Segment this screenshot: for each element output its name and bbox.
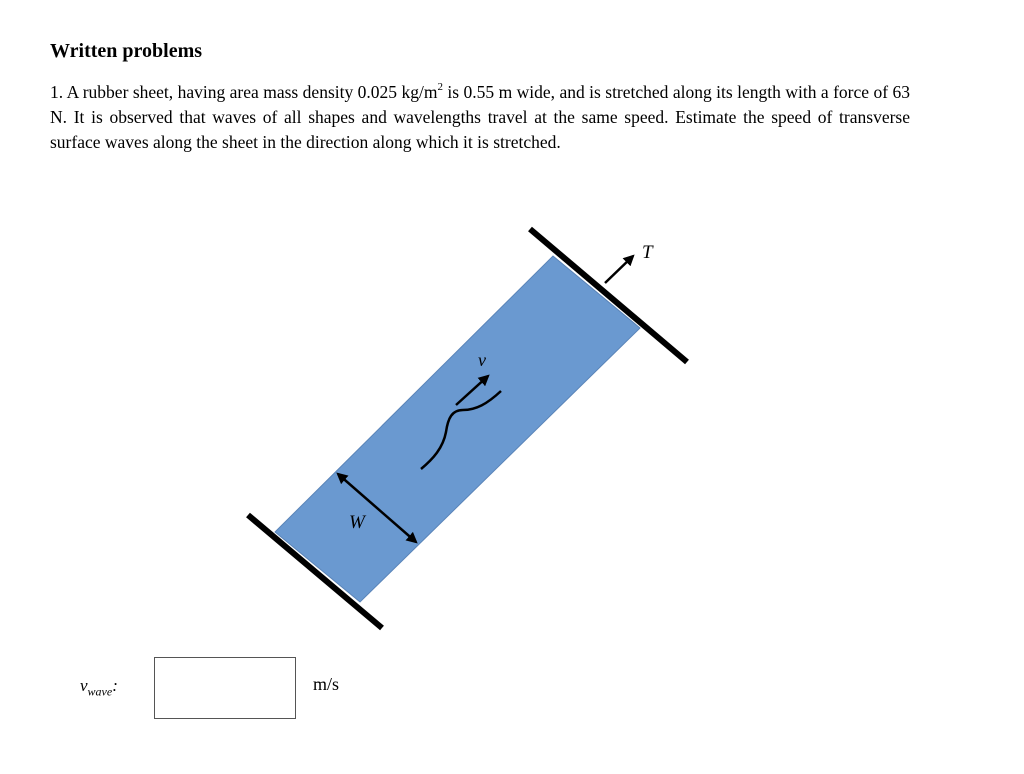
problem-number: 1. [50,82,64,102]
answer-label [80,676,118,699]
answer-unit: m/s [313,674,340,694]
section-title: Written problems [50,40,203,62]
tension-label: T [642,242,653,263]
answer-label-colon: : [112,676,118,695]
width-label: W [349,512,365,533]
unit-exponent: 2 [437,81,443,94]
rubber-sheet [275,256,640,602]
answer-label-main: v [80,676,88,695]
answer-label-sub: wave [87,684,113,699]
tension-arrow [605,256,633,283]
velocity-label: v [478,350,486,370]
problem-text-part2: is 0.55 m wide, and is stretched along its length with a force of 63 N. It is observed that waves of all shapes and wavelengths travel at the same speed. Estimate the speed of transverse surface waves along the sheet in the direction along which it is stretched. [50,82,910,152]
answer-input[interactable] [154,657,296,719]
problem-text-part1: A rubber sheet, having area mass density 0.025 kg/m [66,82,438,102]
